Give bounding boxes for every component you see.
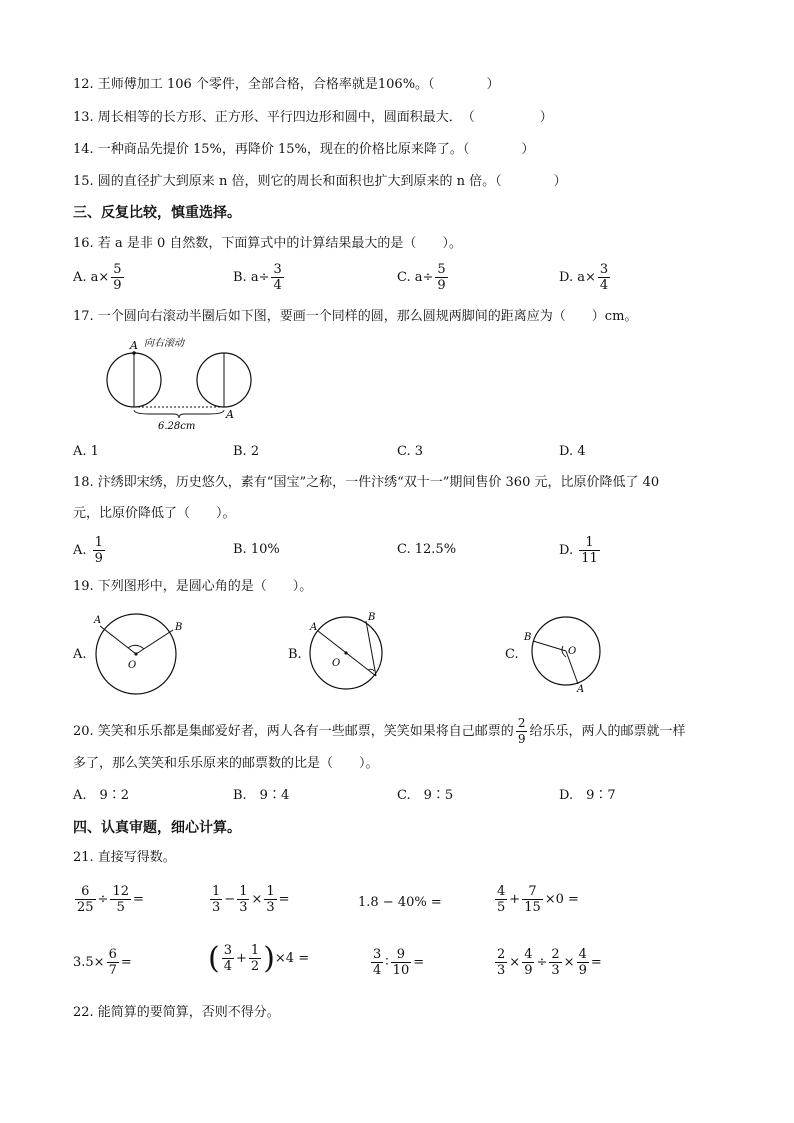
rolling-circle-figure [100, 332, 260, 432]
q19-figure-c [520, 610, 610, 695]
q19-option-c: C. [505, 647, 519, 662]
q18-option-a: A. $\frac{1}{9}$ [73, 535, 103, 566]
fig-c-point-b: B [524, 632, 532, 643]
q18-option-d: D. $\frac{1}{11}$ [559, 535, 598, 566]
q16-option-d: D. a× $\frac{3}{4}$ [559, 262, 609, 293]
fig-c-point-o: O [568, 646, 577, 657]
question-20-line-2: 多了，那么笑笑和乐乐原来的邮票数的比是（ ）。 [73, 756, 379, 771]
length-label: 6.28cm [158, 421, 196, 432]
calc-expression-6: ( $\frac{3}{4}$ + $\frac{1}{2}$ )×4 = [208, 941, 310, 976]
q20-option-b: B. 9∶4 [233, 788, 290, 803]
fig-c-point-a: A [577, 684, 585, 695]
point-a-top-label: A [130, 339, 138, 352]
q20-option-d: D. 9∶7 [559, 788, 616, 803]
point-a-bottom-label: A [226, 408, 234, 421]
calc-expression-5: 3.5× $\frac{6}{7}$ = [73, 947, 132, 978]
fig-a-point-b: B [175, 622, 183, 633]
calc-expression-2: $\frac{1}{3}$ − $\frac{1}{3}$ × $\frac{1}{3}$ = [212, 884, 290, 915]
question-14: 14. 一种商品先提价 15%，再降价 15%，现在的价格比原来降了。（ ） [73, 142, 535, 157]
q19-figure-a [88, 608, 188, 698]
left-paren: ( [208, 941, 220, 976]
question-17-stem: 17. 一个圆向右滚动半圈后如下图，要画一个同样的圆，那么圆规两脚间的距离应为（ ）cm。 [73, 309, 638, 324]
calc-expression-3: 1.8 − 40% = [358, 895, 442, 910]
question-20-line-1: 20. 笑笑和乐乐都是集邮爱好者，两人各有一些邮票，笑笑如果将自己邮票的 $\frac{2}{9}$ 给乐乐，两人的邮票就一样 [73, 716, 686, 746]
calc-expression-1: $\frac{6}{25}$ ÷ $\frac{12}{5}$ = [77, 884, 144, 915]
q16-option-b: B. a÷ $\frac{3}{4}$ [233, 262, 282, 293]
q17-option-a: A. 1 [73, 444, 99, 459]
calc-expression-4: $\frac{4}{5}$ + $\frac{7}{15}$ ×0 = [497, 884, 579, 915]
fig-a-point-a: A [94, 615, 102, 626]
q18-option-c: C. 12.5% [397, 542, 457, 557]
section-4-heading: 四、认真审题，细心计算。 [73, 820, 241, 836]
calc-expression-7: $\frac{3}{4}$ ∶ $\frac{9}{10}$ = [373, 947, 425, 978]
q17-option-c: C. 3 [397, 444, 424, 459]
q19-option-b: B. [288, 647, 302, 662]
question-18-line-1: 18. 汴绣即宋绣，历史悠久，素有“国宝”之称，一件汴绣“双十一”期间售价 360 元，比原价降低了 40 [73, 475, 660, 490]
roll-direction-label: 向右滚动 [144, 338, 184, 349]
q16-option-c: C. a÷ $\frac{5}{9}$ [397, 262, 446, 293]
fig-b-point-b: B [368, 612, 376, 623]
question-12: 12. 王师傅加工 106 个零件，全部合格，合格率就是106%。（ ） [73, 77, 500, 92]
question-15: 15. 圆的直径扩大到原来 n 倍，则它的周长和面积也扩大到原来的 n 倍。（ ） [73, 174, 567, 189]
q17-option-b: B. 2 [233, 444, 260, 459]
fig-a-point-o: O [128, 660, 137, 671]
right-paren: ) [263, 941, 275, 976]
section-3-heading: 三、反复比较，慎重选择。 [73, 205, 241, 221]
q18-option-b: B. 10% [233, 542, 280, 557]
question-18-line-2: 元，比原价降低了（ ）。 [73, 506, 236, 521]
q19-option-a: A. [73, 647, 87, 662]
q20-option-a: A. 9∶2 [73, 788, 130, 803]
q20-option-c: C. 9∶5 [397, 788, 454, 803]
fig-b-point-o: O [332, 658, 341, 669]
calc-expression-8: $\frac{2}{3}$ × $\frac{4}{9}$ ÷ $\frac{2}{3}$ × $\frac{4}{9}$ = [497, 947, 602, 978]
fig-b-point-a: A [310, 622, 318, 633]
question-19-stem: 19. 下列图形中，是圆心角的是（ ）。 [73, 579, 313, 594]
question-21-stem: 21. 直接写得数。 [73, 850, 176, 865]
question-16-stem: 16. 若 a 是非 0 自然数，下面算式中的计算结果最大的是（ ）。 [73, 236, 462, 251]
question-13: 13. 周长相等的长方形、正方形、平行四边形和圆中，圆面积最大． （ ） [73, 110, 553, 125]
q16-option-a: A. a× $\frac{5}{9}$ [73, 262, 122, 293]
question-22-stem: 22. 能简算的要简算，否则不得分。 [73, 1005, 280, 1020]
q19-figure-b [302, 610, 392, 695]
q17-option-d: D. 4 [559, 444, 586, 459]
